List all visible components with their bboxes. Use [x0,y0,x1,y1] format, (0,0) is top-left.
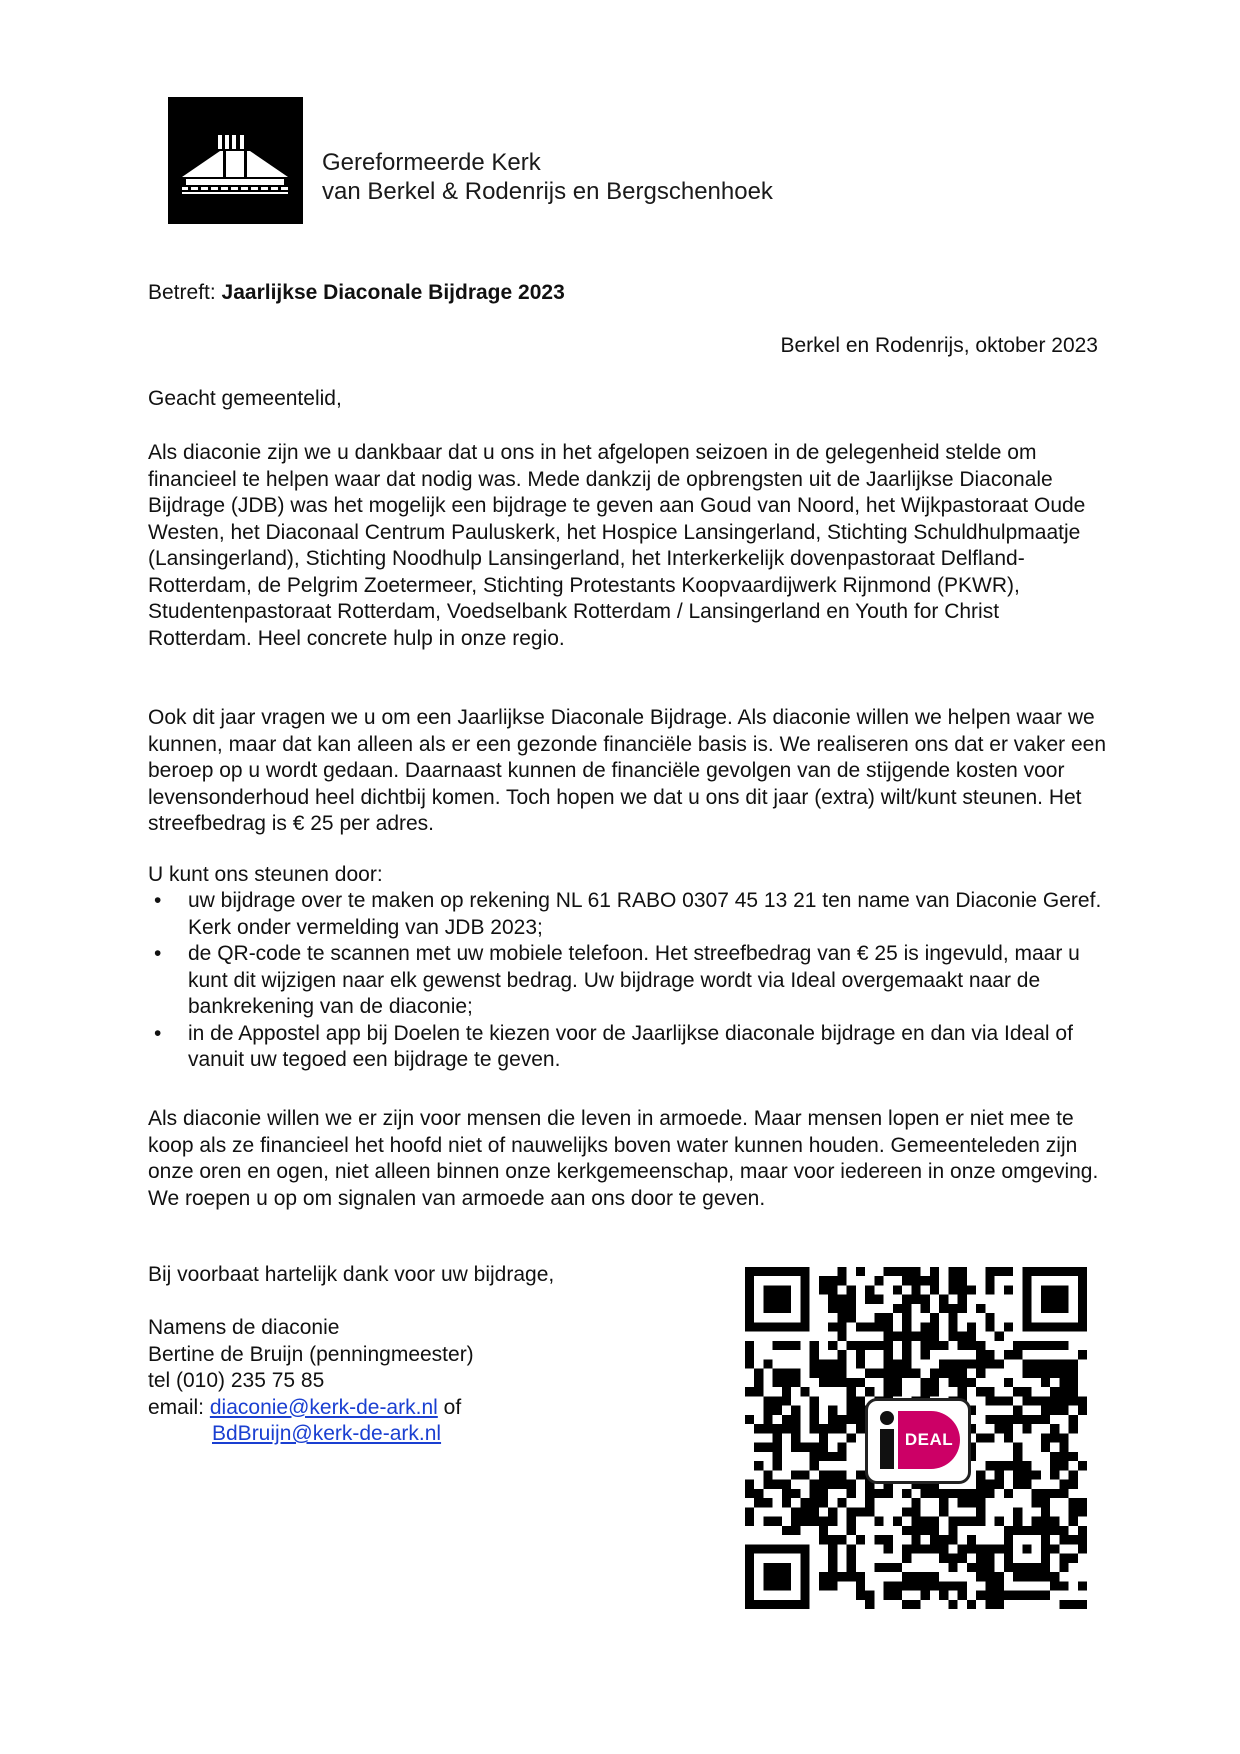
paragraph-request: Ook dit jaar vragen we u om een Jaarlijkse Diaconale Bijdrage. Als diaconie willen we helpen waar we kunnen, maar dat kan alleen als er een gezonde financiële basis is. We realiseren ons dat er vaker een beroep op u wordt gedaan. Daarnaast kunnen de financiële gevolgen van de stijgende kosten voor levensonderhoud heel dichtbij komen. Toch hopen we dat u ons dit jaar (extra) wilt/kunt steunen. Het streefbedrag is € 25 per adres. [148,706,1107,835]
signature-block [148,1315,668,1448]
list-item: • de QR-code te scannen met uw mobiele telefoon. Het streefbedrag van € 25 is ingevuld, maar u kunt dit wijzigen naar elk gewenst bedrag. Uw bijdrage wordt via Ideal overgemaakt naar de bankrekening van de diaconie; [148,941,1108,1021]
email-joiner: of [443,1395,462,1419]
support-options-list [148,888,1108,1074]
closing-line: Bij voorbaat hartelijk dank voor uw bijdrage, [148,1263,555,1286]
salutation: Geacht gemeentelid, [148,387,342,410]
subject-line [148,280,1108,307]
subject-title: Jaarlijkse Diaconale Bijdrage 2023 [221,281,565,304]
org-name-line2: van Berkel & Rodenrijs en Bergschenhoek [322,178,773,205]
signature-email-row [148,1395,668,1422]
email-link-bdbruijn[interactable]: BdBruijn@kerk-de-ark.nl [212,1422,442,1445]
ideal-badge-text: DEAL [898,1411,960,1469]
list-item: • uw bijdrage over te maken op rekening NL 61 RABO 0307 45 13 21 ten name van Diaconie Geref. Kerk onder vermelding van JDB 2023; [148,888,1108,941]
list-item: • in de Appostel app bij Doelen te kiezen voor de Jaarlijkse diaconale bijdrage en dan via Ideal of vanuit uw tegoed een bijdrage te geven. [148,1021,1108,1074]
email-link-diaconie[interactable]: diaconie@kerk-de-ark.nl [209,1395,438,1419]
qr-code[interactable] [745,1267,1087,1609]
organization-name [322,148,773,206]
paragraph-poverty: Als diaconie willen we er zijn voor mensen die leven in armoede. Maar mensen lopen er niet mee te koop als ze financieel het hoofd niet of nauwelijks boven water kunnen houden. Gemeenteleden zijn onze oren en ogen, niet alleen binnen onze kerkgemeenschap, maar voor iedereen in onze omgeving. We roepen u op om signalen van armoede aan ons door te geven. [148,1107,1099,1210]
ideal-logo-icon [865,1398,971,1484]
subject-label: Betreft: [148,281,216,304]
place-date: Berkel en Rodenrijs, oktober 2023 [780,334,1098,357]
email-label: email: [148,1395,205,1419]
church-logo-icon [168,97,303,224]
signature-email-row-2 [148,1421,668,1448]
signature-line1: Namens de diaconie [148,1316,340,1339]
org-name-line1: Gereformeerde Kerk [322,149,541,176]
signature-phone: tel (010) 235 75 85 [148,1369,325,1392]
church-logo [168,97,303,224]
support-intro: U kunt ons steunen door: [148,863,383,886]
signature-name: Bertine de Bruijn (penningmeester) [148,1342,474,1366]
paragraph-thanks: Als diaconie zijn we u dankbaar dat u ons in het afgelopen seizoen in de gelegenheid stelde om financieel te helpen waar dat nodig was. Mede dankzij de opbrengsten uit de Jaarlijkse Diaconale Bijdrage (JDB) was het mogelijk een bijdrage te geven aan Goud van Noord, het Wijkpastoraat Oude Westen, het Diaconaal Centrum Pauluskerk, het Hospice Lansingerland, Stichting Schuldhulpmaatje (Lansingerland), Stichting Noodhulp Lansingerland, het Interkerkelijk dovenpastoraat Delfland-Rotterdam, de Pelgrim Zoetermeer, Stichting Protestants Koopvaardijwerk Rijnmond (PKWR), Studentenpastoraat Rotterdam, Voedselbank Rotterdam / Lansingerland en Youth for Christ Rotterdam. Heel concrete hulp in onze regio. [148,441,1086,650]
ideal-i-mark [876,1411,898,1469]
